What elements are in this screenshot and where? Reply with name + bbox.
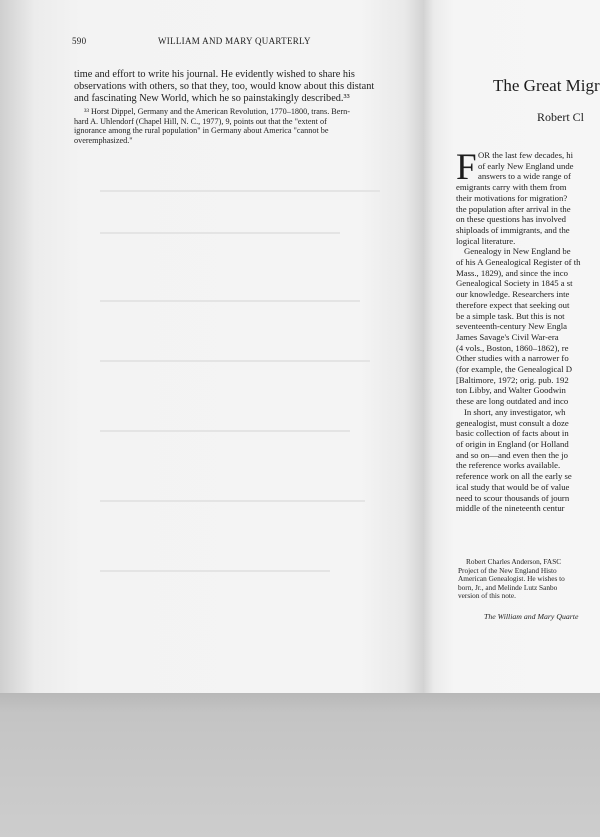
show-through-line	[100, 360, 370, 362]
scan-background	[0, 693, 600, 837]
right-body-text	[456, 147, 600, 514]
text-line: of origin in England (or Holland	[456, 438, 569, 449]
article-author: Robert Cl	[537, 110, 584, 124]
text-line: these are long outdated and inco	[456, 396, 569, 407]
text-line: middle of the nineteenth centur	[456, 503, 565, 514]
text-line: (for example, the Genealogical D	[456, 364, 573, 375]
text-line: time and effort to write his journal. He evidently wished to share his	[74, 69, 355, 80]
left-body-text	[74, 69, 374, 105]
text-line: of his A Genealogical Register of th	[456, 257, 581, 268]
show-through-line	[100, 190, 380, 192]
text-line: answers to a wide range of	[478, 171, 571, 182]
text-line: ton Libby, and Walter Goodwin	[456, 385, 566, 396]
author-note	[458, 558, 565, 601]
drop-cap: F	[456, 147, 477, 188]
note-line: Project of the New England Histo	[458, 565, 557, 575]
text-line: Genealogical Society in 1845 a st	[456, 278, 573, 289]
text-line: and so on—and even then the jo	[456, 449, 568, 460]
footnote-line: overemphasized."	[74, 135, 133, 145]
show-through-line	[100, 430, 350, 432]
text-line: reference work on all the early se	[456, 471, 572, 482]
text-line: In short, any investigator, wh	[464, 406, 566, 417]
text-line: seventeenth-century New Engla	[456, 321, 567, 332]
text-line: Mass., 1829), and since the inco	[456, 267, 568, 278]
note-line: Robert Charles Anderson, FASC	[466, 557, 562, 566]
note-line: version of this note.	[458, 591, 516, 601]
article-title: The Great Migr	[493, 76, 600, 95]
text-line: on these questions has involved	[456, 214, 567, 225]
text-line: observations with others, so that they, too, would know about this distant	[74, 81, 375, 92]
footnote	[74, 107, 374, 145]
show-through-line	[100, 500, 365, 502]
text-line: need to scour thousands of journ	[456, 492, 570, 503]
footnote-line: ³³ Horst Dippel, Germany and the American Revolution, 1770–1800, trans. Bern-	[84, 107, 350, 116]
text-line: shiploads of immigrants, and the	[456, 224, 570, 235]
text-line: James Savage's Civil War-era	[456, 331, 559, 342]
show-through-line	[100, 570, 330, 572]
footnote-line: ignorance among the rural population" in Germany about America "cannot be	[74, 126, 329, 136]
text-line: logical literature.	[456, 235, 516, 246]
text-line: [Baltimore, 1972; orig. pub. 192	[456, 374, 569, 385]
text-line: of early New England unde	[478, 160, 574, 171]
journal-title: WILLIAM AND MARY QUARTERLY	[158, 36, 311, 46]
text-line: OR the last few decades, hi	[478, 150, 574, 160]
text-line: the population after arrival in the	[456, 203, 571, 214]
text-line: ical study that would be of value	[456, 481, 570, 492]
text-line: our knowledge. Researchers inte	[456, 289, 570, 300]
text-line: Genealogy in New England be	[464, 246, 571, 257]
text-line: their motivations for migration?	[456, 192, 568, 203]
footnote-line: hard A. Uhlendorf (Chapel Hill, N. C., 1977), 9, points out that the "extent of	[74, 116, 327, 126]
note-line: American Genealogist. He wishes to	[458, 574, 565, 584]
text-line: genealogist, must consult a doze	[456, 417, 569, 428]
text-line: therefore expect that seeking out	[456, 299, 570, 310]
journal-footer: The William and Mary Quarte	[484, 612, 579, 621]
text-line: basic collection of facts about in	[456, 428, 569, 439]
text-line: be a simple task. But this is not	[456, 310, 565, 321]
note-line: born, Jr., and Melinde Lutz Sanbo	[458, 582, 558, 592]
text-line: (4 vols., Boston, 1860–1862), re	[456, 342, 569, 353]
text-line: emigrants carry with them from	[456, 182, 567, 193]
text-line: and fascinating New World, which he so painstakingly described.³³	[74, 93, 350, 104]
text-line: the reference works available.	[456, 460, 561, 471]
show-through-line	[100, 232, 340, 234]
page-number: 590	[72, 36, 87, 46]
text-line: Other studies with a narrower fo	[456, 353, 569, 364]
show-through-line	[100, 300, 360, 302]
